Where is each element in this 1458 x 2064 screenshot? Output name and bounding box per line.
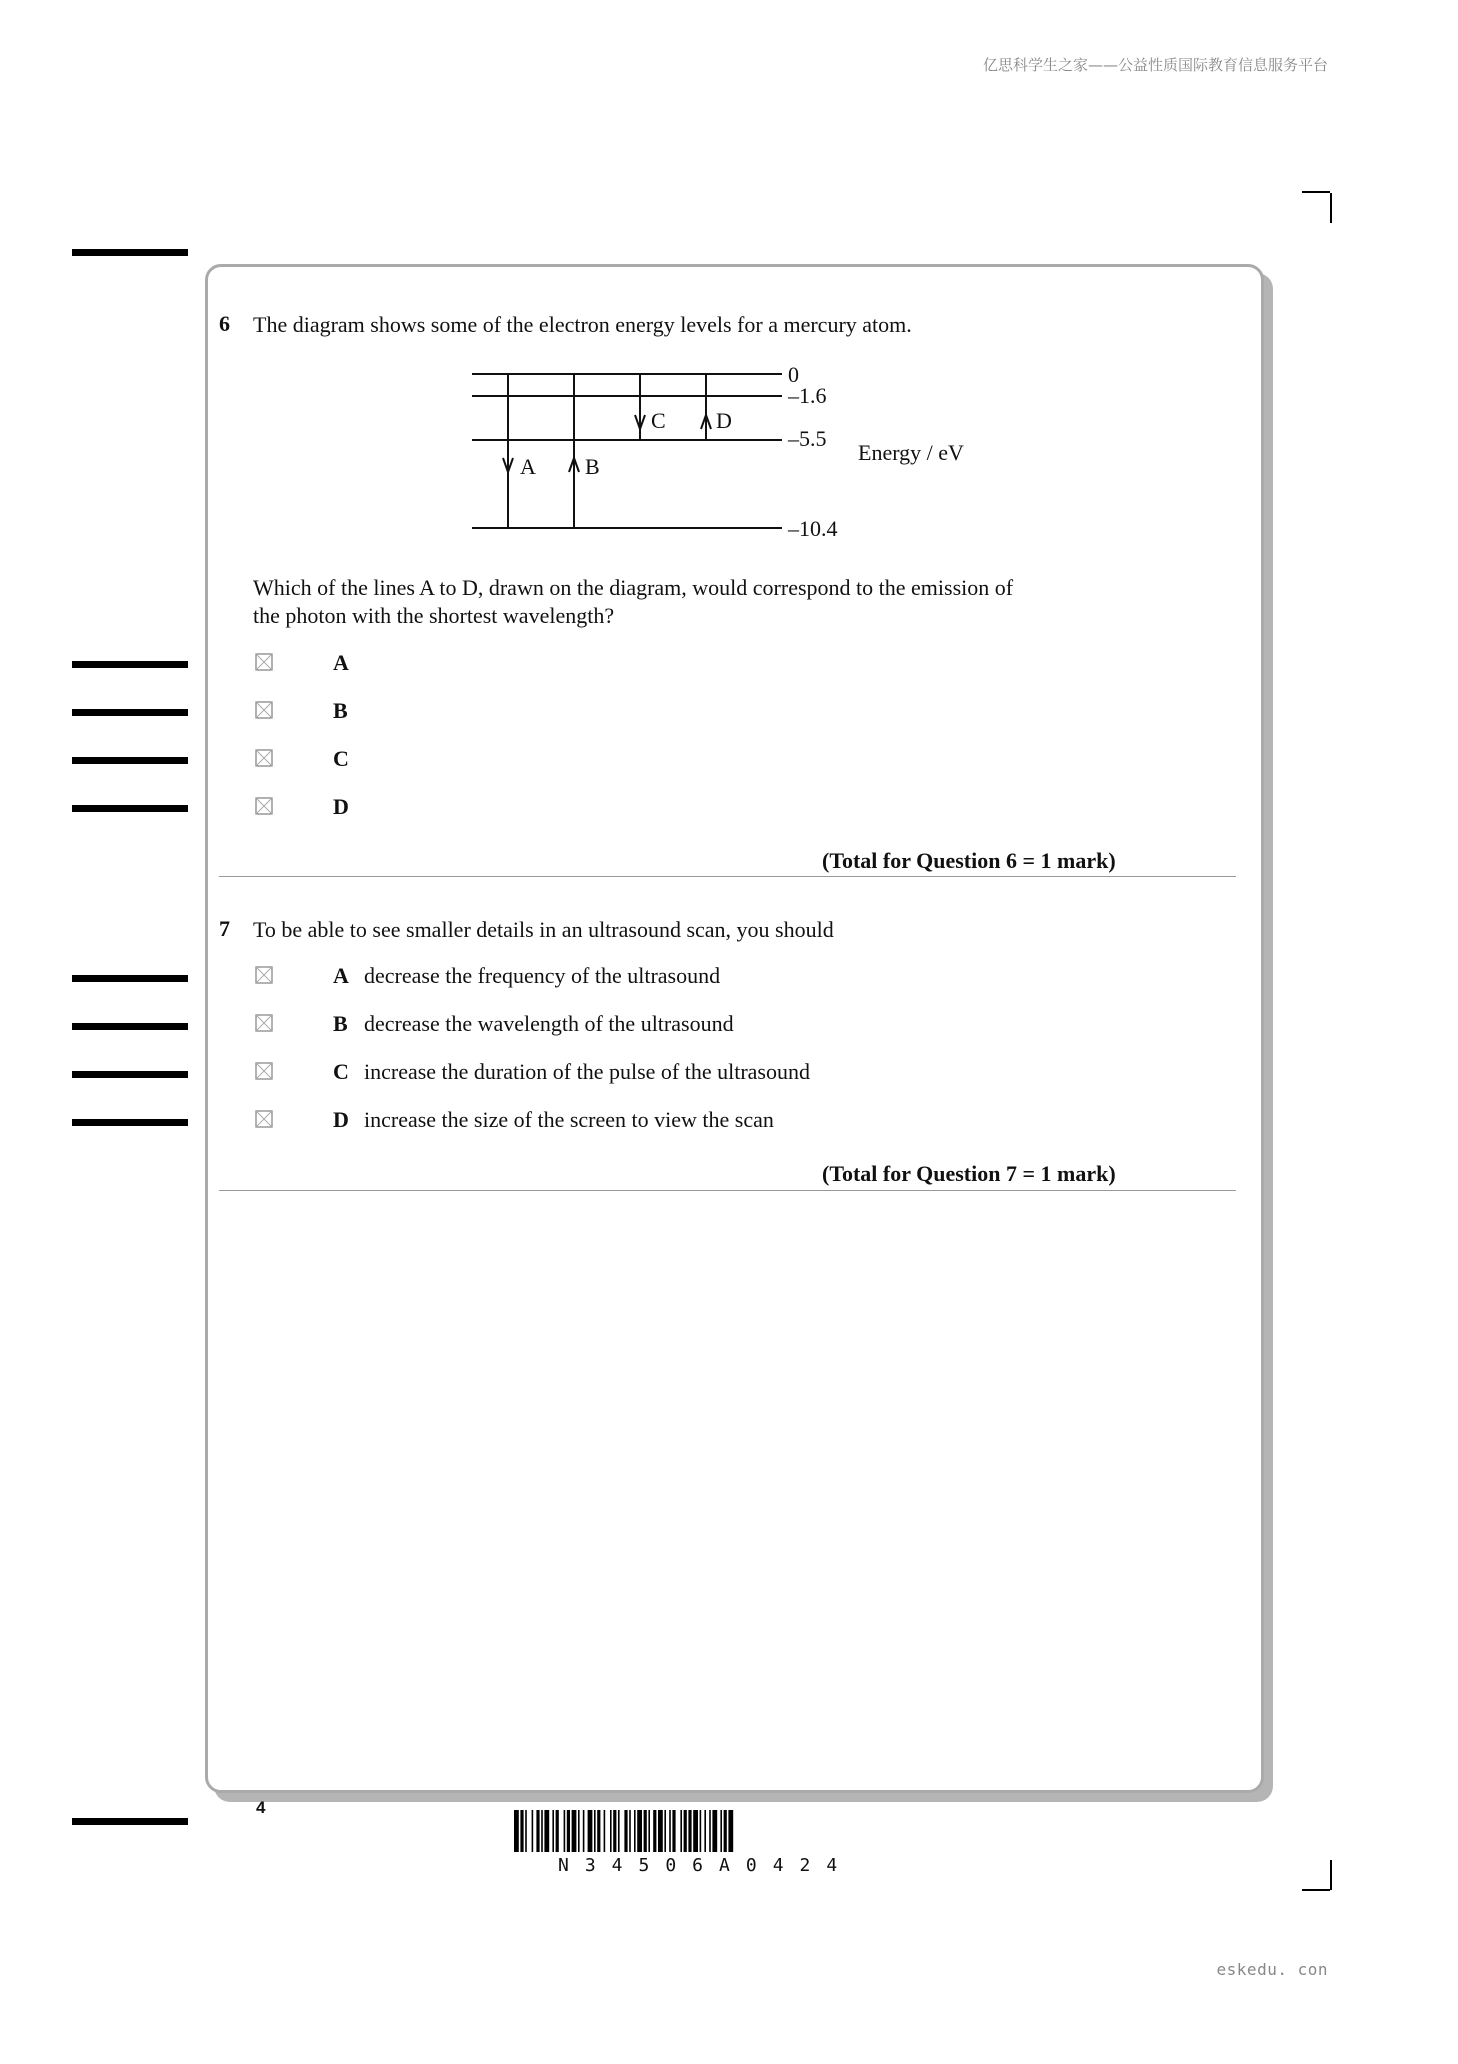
margin-bar — [72, 805, 188, 812]
barcode-bar — [556, 1810, 559, 1852]
option-letter: D — [333, 794, 349, 819]
transition-label-a: A — [520, 454, 536, 479]
transition-label-c: C — [651, 408, 666, 433]
question-6-number: 6 — [219, 311, 230, 336]
barcode-bar — [610, 1810, 612, 1852]
barcode-bar — [648, 1810, 650, 1852]
barcode-bar — [613, 1810, 616, 1852]
answer-checkbox[interactable] — [255, 797, 273, 815]
option-text: increase the size of the screen to view the scan — [364, 1107, 774, 1132]
energy-value-3: –10.4 — [788, 516, 838, 541]
barcode-bar — [672, 1810, 675, 1852]
answer-checkbox[interactable] — [255, 1110, 273, 1128]
watermark-bottom: eskedu. con — [1216, 1960, 1328, 1979]
energy-level-diagram — [470, 358, 1010, 558]
option-letter: B — [333, 698, 348, 723]
barcode-bar — [618, 1810, 620, 1852]
answer-checkbox[interactable] — [255, 749, 273, 767]
barcode-bar — [712, 1810, 717, 1852]
question-6-prompt-line-2: the photon with the shortest wavelength? — [253, 603, 615, 628]
question-7-stem: To be able to see smaller details in an ultrasound scan, you should — [253, 917, 834, 942]
transition-label-d: D — [716, 408, 732, 433]
barcode-bar — [594, 1810, 596, 1852]
barcode-bar — [644, 1810, 647, 1852]
barcode-bar — [664, 1810, 666, 1852]
barcode-bar — [525, 1810, 527, 1852]
barcode-bar — [578, 1810, 580, 1852]
barcode-bar — [544, 1810, 549, 1852]
question-6-total: (Total for Question 6 = 1 mark) — [822, 848, 1116, 873]
barcode-bar — [520, 1810, 523, 1852]
barcode-bar — [724, 1810, 727, 1852]
barcode-bar — [588, 1810, 593, 1852]
question-7-divider — [219, 1190, 1236, 1191]
margin-bar — [72, 1119, 188, 1126]
barcode-bar — [532, 1810, 534, 1852]
margin-bar — [72, 1023, 188, 1030]
option-text: decrease the wavelength of the ultrasound — [364, 1011, 734, 1036]
barcode-bar — [552, 1810, 554, 1852]
barcode-bar — [624, 1810, 627, 1852]
margin-bar — [72, 661, 188, 668]
barcode-bar — [564, 1810, 566, 1852]
page-number: 4 — [256, 1798, 266, 1817]
barcode-bar — [720, 1810, 722, 1852]
barcode-bar — [583, 1810, 585, 1852]
barcode-bar — [728, 1810, 733, 1852]
barcode-bar — [684, 1810, 687, 1852]
crop-mark-bottom-right — [1302, 1889, 1330, 1891]
margin-bar — [72, 709, 188, 716]
barcode-bar — [693, 1810, 698, 1852]
barcode-bar — [680, 1810, 682, 1852]
answer-checkbox[interactable] — [255, 653, 273, 671]
answer-checkbox[interactable] — [255, 701, 273, 719]
margin-bar — [72, 249, 188, 256]
barcode-bar — [658, 1810, 663, 1852]
barcode-bar — [669, 1810, 671, 1852]
transition-label-b: B — [585, 454, 600, 479]
crop-mark-top-right — [1302, 191, 1330, 193]
crop-mark-top-right-vertical — [1330, 193, 1332, 223]
watermark-top: 亿思科学生之家——公益性质国际教育信息服务平台 — [982, 56, 1328, 74]
barcode-bar — [629, 1810, 631, 1852]
energy-value-2: –5.5 — [788, 426, 827, 451]
crop-mark-bottom-right-vertical — [1330, 1860, 1332, 1890]
margin-bar — [72, 757, 188, 764]
option-letter: A — [333, 650, 349, 675]
barcode-bar — [704, 1810, 706, 1852]
question-6-stem: The diagram shows some of the electron energy levels for a mercury atom. — [253, 312, 912, 337]
barcode-bar — [653, 1810, 656, 1852]
margin-bar — [72, 1071, 188, 1078]
barcode-text: N34506A0424 — [558, 1855, 854, 1876]
margin-bar — [72, 1818, 188, 1825]
barcode-bar — [688, 1810, 691, 1852]
barcode-bar — [597, 1810, 600, 1852]
barcode — [514, 1810, 954, 1854]
question-6-divider — [219, 876, 1236, 877]
option-letter: A — [333, 963, 349, 988]
margin-bar — [72, 975, 188, 982]
energy-value-0: 0 — [788, 362, 799, 387]
energy-value-1: –1.6 — [788, 383, 827, 408]
answer-checkbox[interactable] — [255, 1062, 273, 1080]
barcode-bar — [604, 1810, 606, 1852]
barcode-bar — [637, 1810, 642, 1852]
barcode-bar — [700, 1810, 702, 1852]
option-letter: B — [333, 1011, 348, 1036]
barcode-bar — [541, 1810, 543, 1852]
option-text: decrease the frequency of the ultrasound — [364, 963, 721, 988]
barcode-bar — [567, 1810, 570, 1852]
question-6-prompt-line-1: Which of the lines A to D, drawn on the diagram, would correspond to the emission of — [253, 575, 1014, 600]
question-7-number: 7 — [219, 916, 230, 941]
barcode-bar — [536, 1810, 539, 1852]
barcode-bar — [634, 1810, 636, 1852]
option-letter: C — [333, 746, 349, 771]
barcode-bar — [514, 1810, 519, 1852]
energy-axis-label: Energy / eV — [858, 440, 964, 465]
barcode-bar — [572, 1810, 577, 1852]
option-letter: C — [333, 1059, 349, 1084]
barcode-bar — [709, 1810, 711, 1852]
answer-checkbox[interactable] — [255, 1014, 273, 1032]
question-7-total: (Total for Question 7 = 1 mark) — [822, 1161, 1116, 1186]
option-letter: D — [333, 1107, 349, 1132]
answer-checkbox[interactable] — [255, 966, 273, 984]
option-text: increase the duration of the pulse of the ultrasound — [364, 1059, 810, 1084]
